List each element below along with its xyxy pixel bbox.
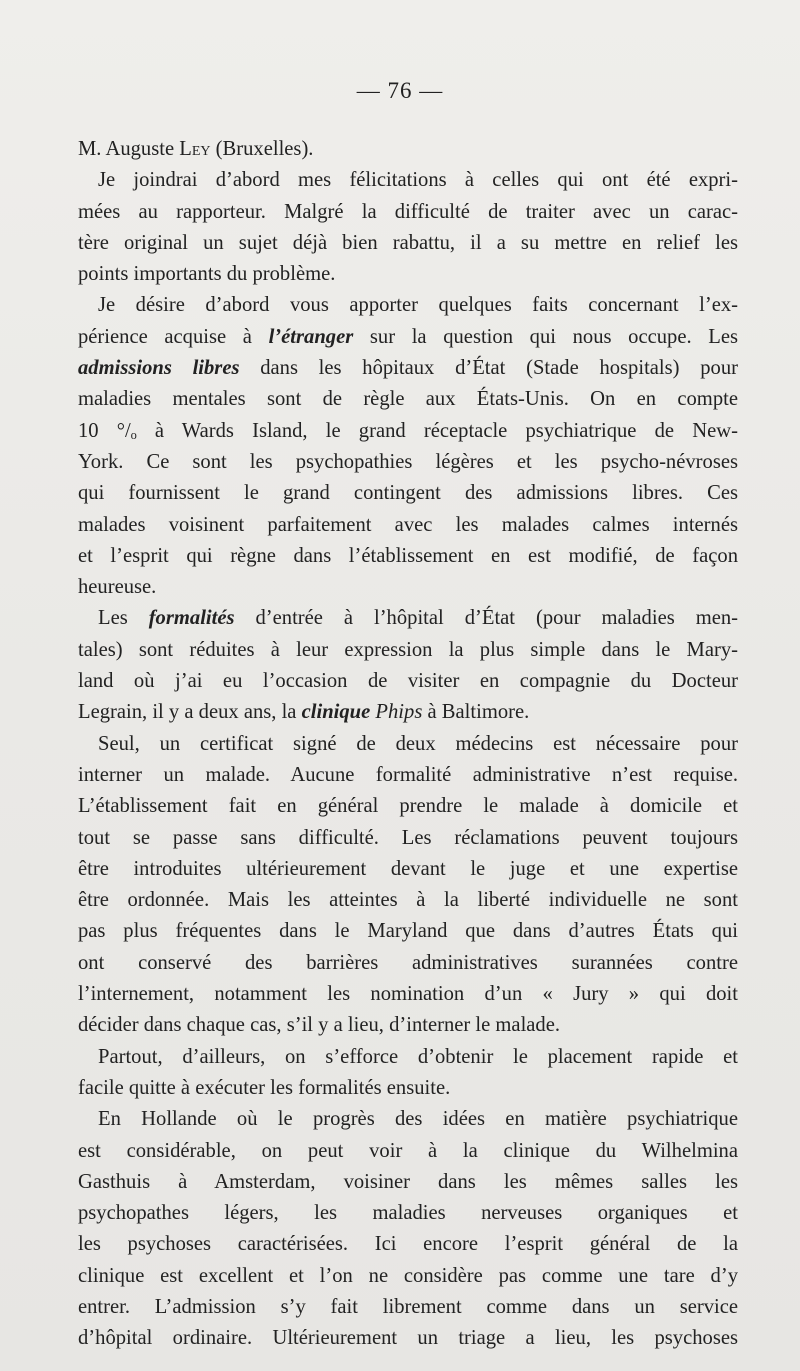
- text-run: qui fournissent le grand contingent des admissions libres. Ces: [78, 482, 738, 505]
- text-line: [78, 447, 738, 478]
- text-line: [78, 666, 738, 697]
- text-line: [78, 760, 738, 791]
- emphasis-text: Phips: [375, 701, 423, 724]
- text-run: Legrain, il y a deux ans, la: [78, 701, 302, 724]
- text-line: [78, 1198, 738, 1229]
- text-run: tère original un sujet déjà bien rabattu, il a su mettre en relief les: [78, 231, 738, 254]
- text-line: [78, 259, 738, 290]
- text-run: entrer. L’admission s’y fait librement comme dans un service: [78, 1295, 738, 1318]
- emphasis-text: clinique: [301, 701, 371, 724]
- text-run: Je joindrai d’abord mes félicitations à celles qui ont été expri-: [98, 169, 738, 192]
- text-run: 10 °/ₒ à Wards Island, le grand réceptacle psychiatrique de New-: [78, 419, 738, 442]
- text-run: Je désire d’abord vous apporter quelques faits concernant l’ex-: [98, 294, 738, 317]
- text-line: [78, 541, 738, 572]
- text-run: interner un malade. Aucune formalité administrative n’est requise.: [78, 763, 738, 786]
- text-line: [78, 791, 738, 822]
- text-line: [78, 290, 738, 321]
- paragraph-lines: [78, 165, 738, 1354]
- speaker-prefix: M. Auguste: [78, 138, 180, 160]
- text-run: et l’esprit qui règne dans l’établissement en est modifié, de façon: [78, 544, 738, 567]
- text-line: [78, 729, 738, 760]
- text-run: malades voisinent parfaitement avec les malades calmes internés: [78, 513, 738, 536]
- text-run: clinique est excellent et l’on ne considère pas comme une tare d’y: [78, 1264, 738, 1287]
- text-run: être introduites ultérieurement devant le juge et une expertise: [78, 857, 738, 880]
- text-run: Partout, d’ailleurs, on s’efforce d’obtenir le placement rapide et: [98, 1045, 738, 1068]
- text-line: [78, 384, 738, 415]
- text-run: tales) sont réduites à leur expression la plus simple dans le Mary-: [78, 638, 738, 661]
- text-run: l’internement, notamment les nomination d’un « Jury » qui doit: [78, 983, 738, 1006]
- text-line: [78, 165, 738, 196]
- text-line: [78, 1323, 738, 1354]
- text-run: L’établissement fait en général prendre le malade à domicile et: [78, 795, 738, 818]
- text-run: d’hôpital ordinaire. Ultérieurement un triage a lieu, les psychoses: [78, 1327, 738, 1350]
- text-line: [78, 1010, 738, 1041]
- text-line: [78, 228, 738, 259]
- text-run: points importants du problème.: [78, 263, 336, 286]
- text-line: [78, 948, 738, 979]
- text-run: est considérable, on peut voir à la clinique du Wilhelmina: [78, 1139, 738, 1162]
- text-run: En Hollande où le progrès des idées en matière psychiatrique: [98, 1108, 738, 1131]
- speaker-surname: Ley: [179, 138, 211, 160]
- text-run: land où j’ai eu l’occasion de visiter en compagnie du Docteur: [78, 670, 738, 693]
- text-line: [78, 1261, 738, 1292]
- text-run: tout se passe sans difficulté. Les réclamations peuvent toujours: [78, 826, 738, 849]
- text-line: [78, 916, 738, 947]
- text-line: [78, 353, 738, 384]
- text-line: [78, 1292, 738, 1323]
- text-run: maladies mentales sont de règle aux États-Unis. On en compte: [78, 388, 738, 411]
- text-line: [78, 979, 738, 1010]
- text-line: [78, 697, 738, 728]
- text-run: d’entrée à l’hôpital d’État (pour maladies men-: [234, 607, 739, 630]
- text-line: [78, 197, 738, 228]
- text-run: Gasthuis à Amsterdam, voisiner dans les mêmes salles les: [78, 1170, 738, 1193]
- text-line: [78, 1229, 738, 1260]
- text-line: [78, 1042, 738, 1073]
- text-line: [78, 1136, 738, 1167]
- text-line: [78, 854, 738, 885]
- text-run: Les: [98, 607, 149, 630]
- text-line: [78, 603, 738, 634]
- text-run: les psychoses caractérisées. Ici encore l’esprit général de la: [78, 1233, 738, 1256]
- emphasis-text: l’étranger: [268, 325, 354, 348]
- text-line: [78, 510, 738, 541]
- speaker-suffix: (Bruxelles).: [210, 138, 314, 160]
- text-run: psychopathes légers, les maladies nerveuses organiques et: [78, 1202, 738, 1225]
- text-line: [78, 478, 738, 509]
- text-run: pas plus fréquentes dans le Maryland que dans d’autres États qui: [78, 920, 738, 943]
- speaker-heading: [78, 134, 738, 165]
- text-run: périence acquise à: [78, 325, 269, 348]
- text-run: facile quitte à exécuter les formalités ensuite.: [78, 1076, 451, 1099]
- text-line: [78, 1167, 738, 1198]
- text-line: [78, 572, 738, 603]
- text-line: [78, 1073, 738, 1104]
- text-line: [78, 635, 738, 666]
- body-text: [78, 134, 738, 1355]
- text-line: [78, 885, 738, 916]
- text-line: [78, 823, 738, 854]
- text-line: [78, 322, 738, 353]
- text-run: ont conservé des barrières administratives surannées contre: [78, 951, 738, 974]
- text-run: York. Ce sont les psychopathies légères et les psycho-névroses: [78, 450, 738, 473]
- text-run: décider dans chaque cas, s’il y a lieu, d’interner le malade.: [78, 1014, 561, 1037]
- text-line: [78, 1104, 738, 1135]
- text-run: sur la question qui nous occupe. Les: [353, 325, 738, 348]
- emphasis-text: admissions libres: [78, 357, 240, 380]
- text-run: mées au rapporteur. Malgré la difficulté de traiter avec un carac-: [78, 200, 738, 223]
- text-run: Seul, un certificat signé de deux médecins est nécessaire pour: [98, 732, 738, 755]
- page-number: — 76 —: [356, 78, 444, 103]
- text-run: à Baltimore.: [422, 701, 530, 724]
- text-run: dans les hôpitaux d’État (Stade hospitals) pour: [239, 357, 738, 380]
- text-line: [78, 416, 738, 447]
- emphasis-text: formalités: [148, 607, 235, 630]
- text-run: heureuse.: [78, 576, 157, 599]
- text-run: être ordonnée. Mais les atteintes à la liberté individuelle ne sont: [78, 889, 738, 912]
